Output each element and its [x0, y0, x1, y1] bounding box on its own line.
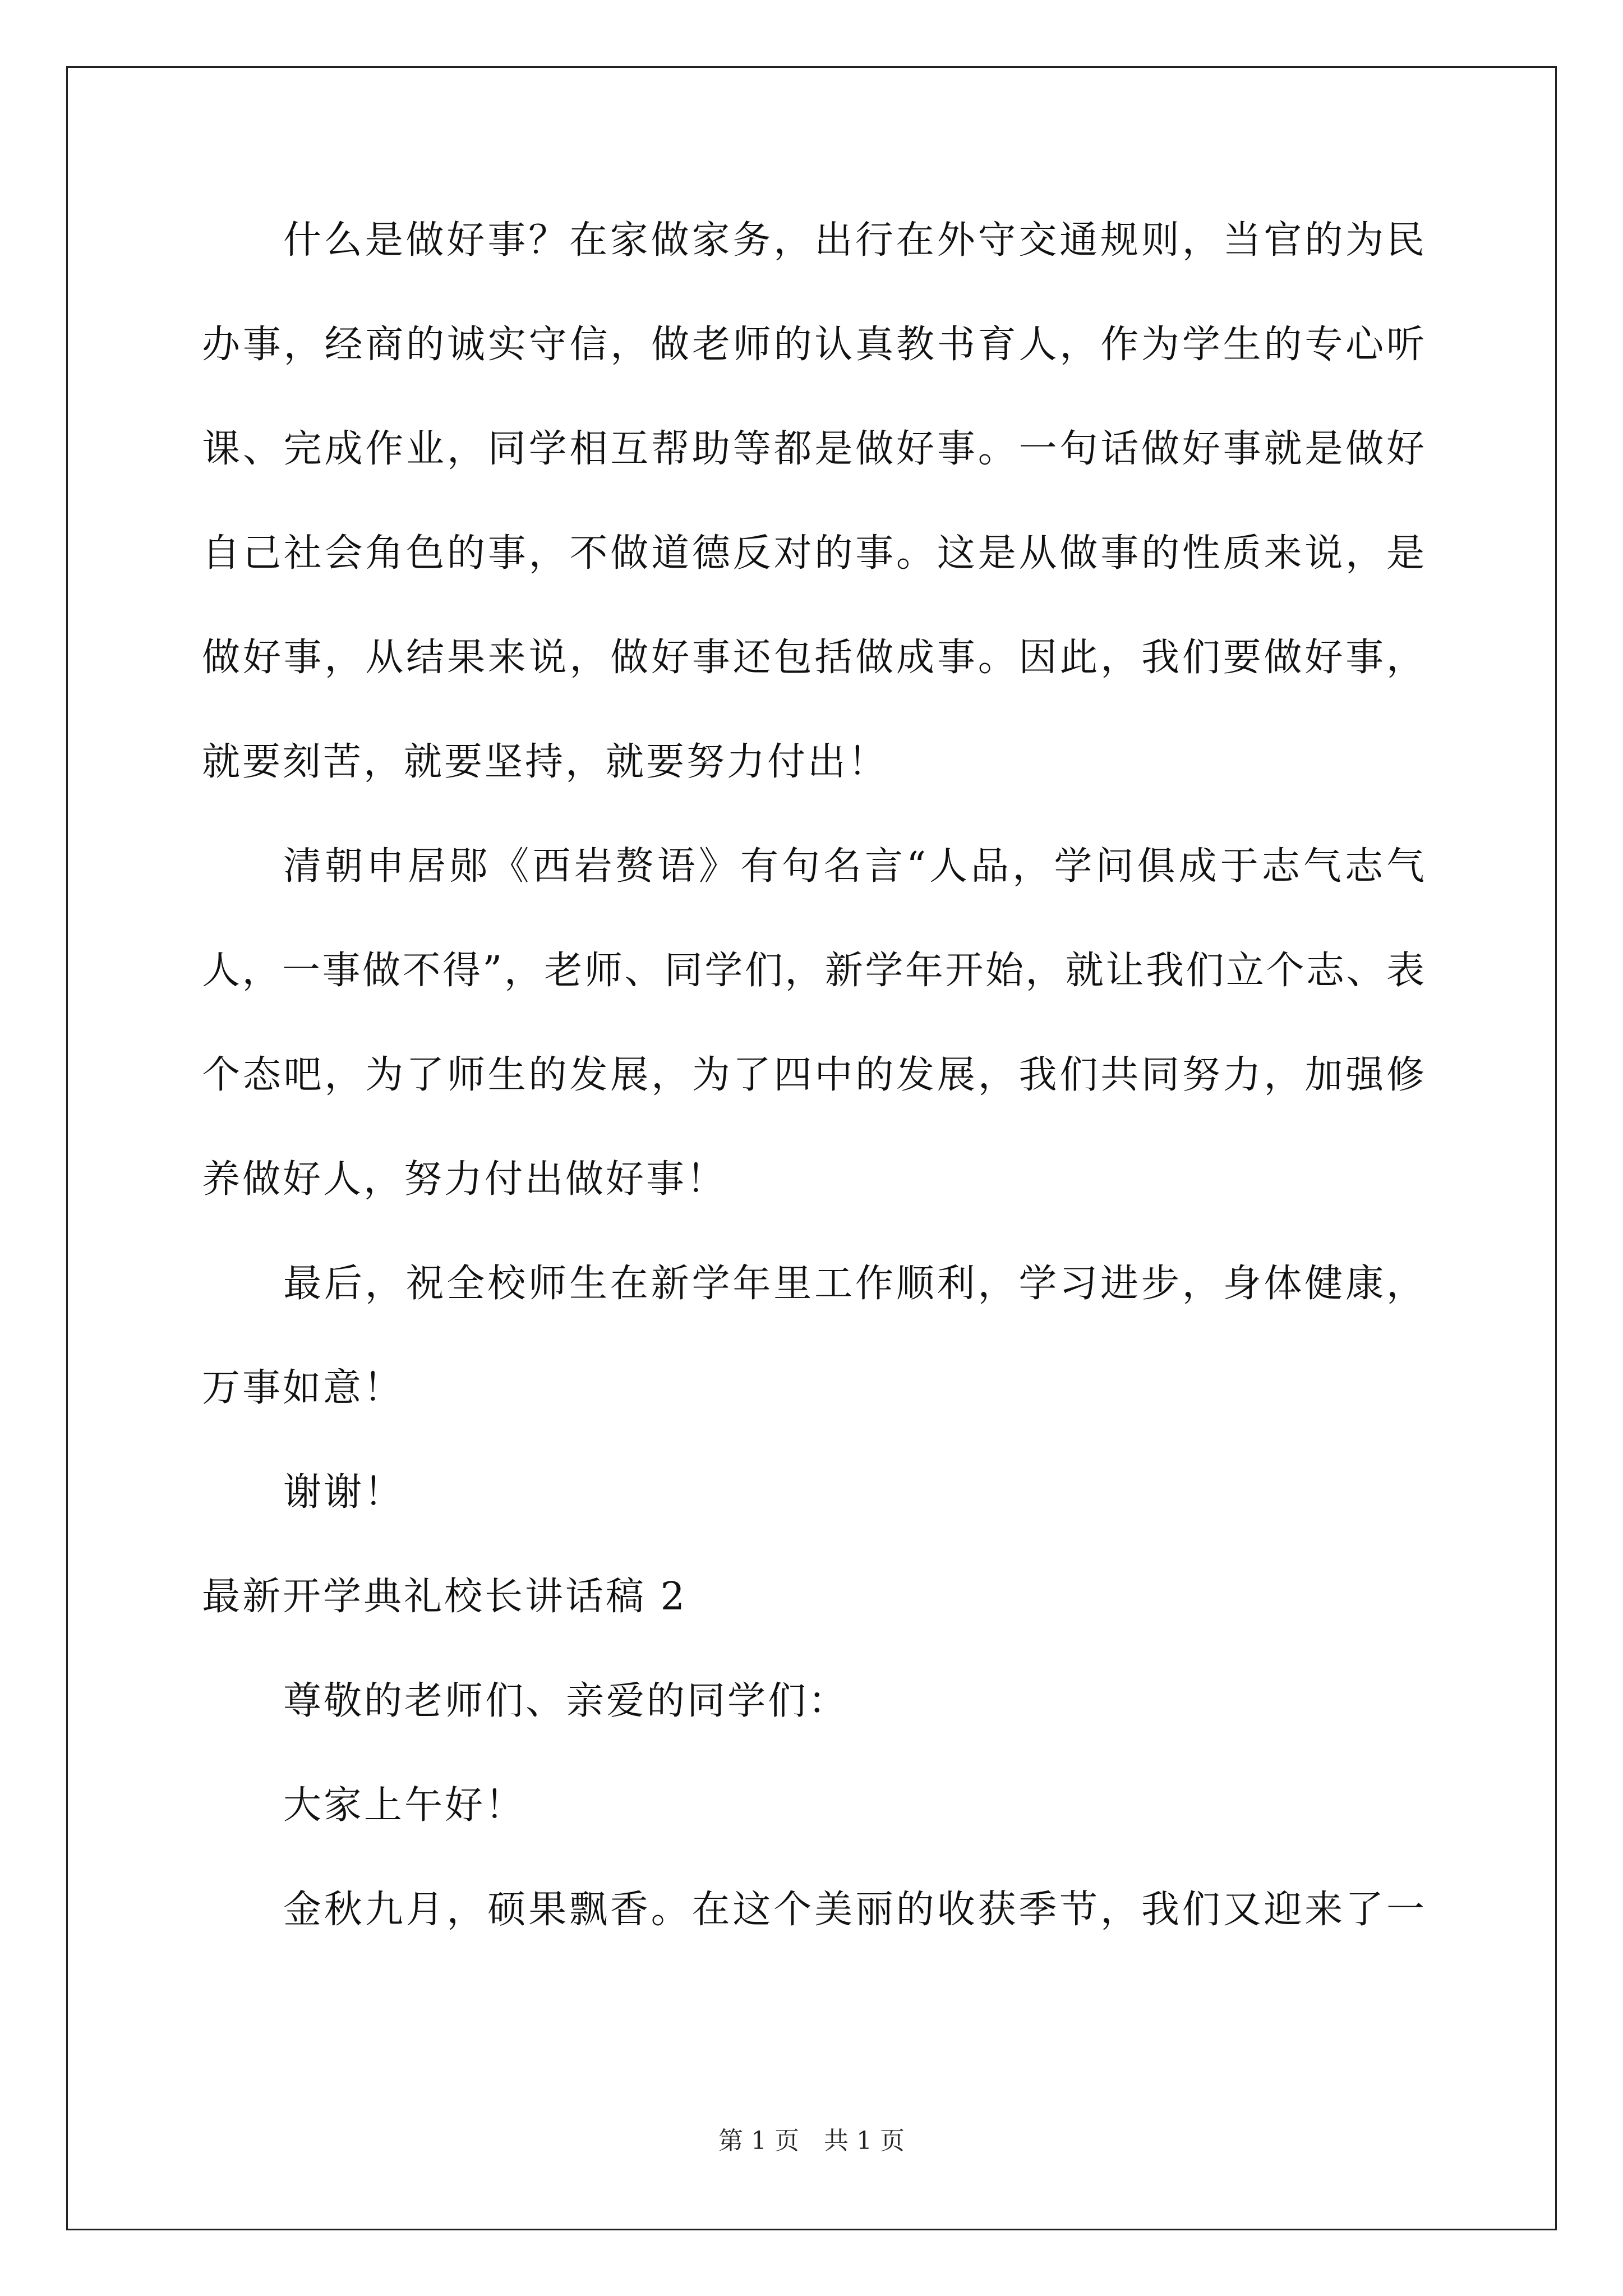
text-line: 什么是做好事？在家做家务，出行在外守交通规则，当官的为民 [283, 218, 1424, 263]
text-line: 做好事，从结果来说，做好事还包括做成事。因此，我们要做好事， [202, 636, 1424, 680]
text-line: 养做好人，努力付出做好事！ [202, 1157, 727, 1202]
text-line: 大家上午好！ [283, 1783, 526, 1828]
text-line: 金秋九月，硕果飘香。在这个美丽的收获季节，我们又迎来了一 [283, 1888, 1424, 1932]
text-line: 清朝申居郧《西岩赘语》有句名言“人品，学问俱成于志气志气 [283, 844, 1424, 889]
text-line: 个态吧，为了师生的发展，为了四中的发展，我们共同努力，加强修 [202, 1053, 1424, 1097]
text-line: 人，一事做不得”，老师、同学们，新学年开始，就让我们立个志、表 [202, 949, 1424, 993]
text-line: 最后，祝全校师生在新学年里工作顺利，学习进步，身体健康， [283, 1262, 1424, 1306]
text-line: 尊敬的老师们、亲爱的同学们： [283, 1679, 849, 1723]
text-line: 就要刻苦，就要坚持，就要努力付出！ [202, 740, 889, 784]
page-number-footer: 第 1 页 共 1 页 [718, 2127, 905, 2155]
text-line: 办事，经商的诚实守信，做老师的认真教书育人，作为学生的专心听 [202, 323, 1424, 367]
text-line: 自己社会角色的事，不做道德反对的事。这是从做事的性质来说，是 [202, 531, 1424, 576]
text-line: 谢谢！ [283, 1470, 405, 1515]
text-line: 课、完成作业，同学相互帮助等都是做好事。一句话做好事就是做好 [202, 427, 1424, 471]
section-title: 最新开学典礼校长讲话稿 2 [202, 1575, 687, 1619]
text-line: 万事如意！ [202, 1366, 404, 1410]
